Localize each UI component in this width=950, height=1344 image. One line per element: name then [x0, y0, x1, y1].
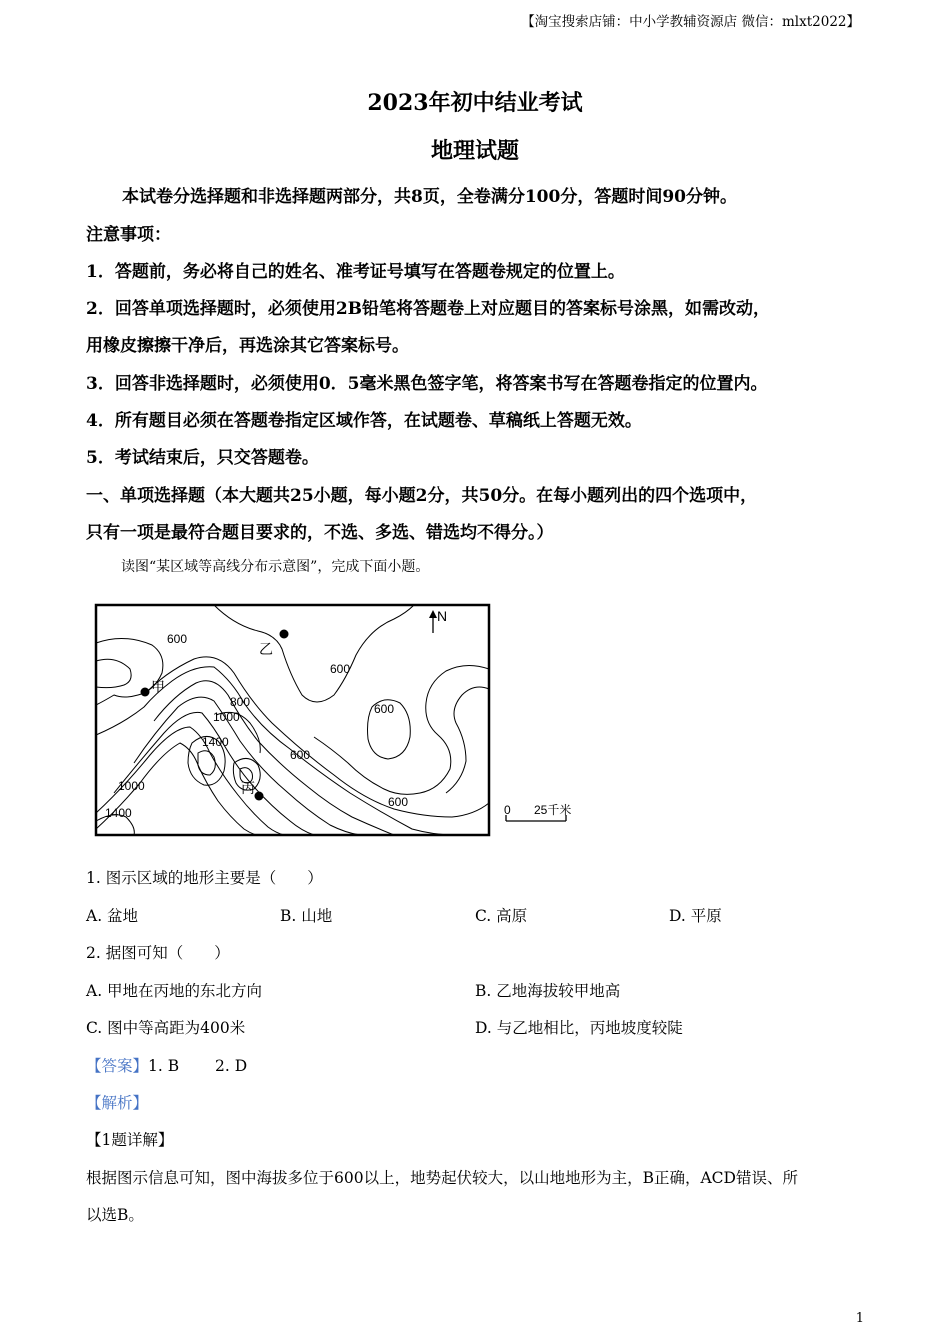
question-2-option: A. 甲地在丙地的东北方向 — [86, 982, 263, 1000]
detail-label: 【1题详解】 — [86, 1131, 174, 1149]
point-jia — [141, 688, 150, 697]
answer-line — [86, 1054, 247, 1076]
explanation-line: 根据图示信息可知，图中海拔多位于600以上，地势起伏较大，以山地地形为主，B正确，ACD错误、所 — [86, 1169, 798, 1187]
contour-map — [94, 603, 584, 839]
answer-value: 1. B 2. D — [148, 1057, 248, 1075]
contour-label: 800 — [230, 695, 251, 709]
contour-label: 1000 — [118, 779, 145, 793]
question-1-option: A. 盆地 — [86, 907, 139, 925]
intro-text: 本试卷分选择题和非选择题两部分，共8页，全卷满分100分，答题时间90分钟。 — [122, 187, 737, 207]
contour-label: 1400 — [105, 806, 132, 820]
notice-item: 用橡皮擦擦干净后，再选涂其它答案标号。 — [86, 336, 409, 356]
question-2-stem: 2. 据图可知（ ） — [86, 944, 230, 962]
contour-label: 600 — [167, 632, 188, 646]
scale-value: 25千米 — [534, 803, 572, 817]
contour-label: 600 — [374, 702, 395, 716]
question-2-option: D. 与乙地相比，丙地坡度较陡 — [475, 1019, 683, 1037]
contour-label: 600 — [388, 795, 409, 809]
contour-label: 600 — [290, 748, 311, 762]
section-heading: 一、单项选择题（本大题共25小题，每小题2分，共50分。在每小题列出的四个选项中， — [86, 486, 758, 506]
scale-zero: 0 — [504, 803, 511, 817]
notice-item: 5．考试结束后，只交答题卷。 — [86, 448, 319, 468]
notice-item: 4．所有题目必须在答题卷指定区域作答，在试题卷、草稿纸上答题无效。 — [86, 411, 642, 431]
question-1-stem: 1. 图示区域的地形主要是（ ） — [86, 869, 323, 887]
question-2-option: C. 图中等高距为400米 — [86, 1019, 246, 1037]
contour-label: 1000 — [213, 710, 240, 724]
contour-label: 1400 — [202, 735, 229, 749]
section-heading: 只有一项是最符合题目要求的，不选、多选、错选均不得分。） — [86, 523, 554, 543]
question-1-option: C. 高原 — [475, 907, 528, 925]
north-label: N — [437, 608, 448, 624]
label-yi: 乙 — [259, 641, 273, 657]
exam-title: 2023年初中结业考试 — [367, 90, 583, 116]
page-number: 1 — [855, 1311, 864, 1326]
label-jia: 甲 — [151, 679, 165, 695]
question-1-option: D. 平原 — [669, 907, 722, 925]
explanation-line: 以选B。 — [86, 1206, 144, 1224]
notice-item: 1．答题前，务必将自己的姓名、准考证号填写在答题卷规定的位置上。 — [86, 262, 625, 282]
point-bing — [255, 792, 264, 801]
exam-subtitle: 地理试题 — [430, 138, 519, 164]
page-header: 【淘宝搜索店铺：中小学教辅资源店 微信：mlxt2022】 — [521, 14, 860, 30]
notice-item: 3．回答非选择题时，必须使用0．5毫米黑色签字笔，将答案书写在答题卷指定的位置内。 — [86, 374, 768, 394]
answer-label: 【答案】 — [86, 1057, 149, 1075]
analysis-label: 【解析】 — [86, 1094, 149, 1112]
question-1-option: B. 山地 — [280, 907, 333, 925]
contour-label: 600 — [330, 662, 351, 676]
notice-item: 2．回答单项选择题时，必须使用2B铅笔将答题卷上对应题目的答案标号涂黑，如需改动， — [86, 299, 771, 319]
question-2-option: B. 乙地海拔较甲地高 — [475, 982, 621, 1000]
label-bing: 丙 — [241, 780, 255, 796]
point-yi — [280, 630, 289, 639]
notice-heading: 注意事项： — [86, 225, 171, 245]
map-instruction: 读图“某区域等高线分布示意图”，完成下面小题。 — [121, 559, 430, 575]
